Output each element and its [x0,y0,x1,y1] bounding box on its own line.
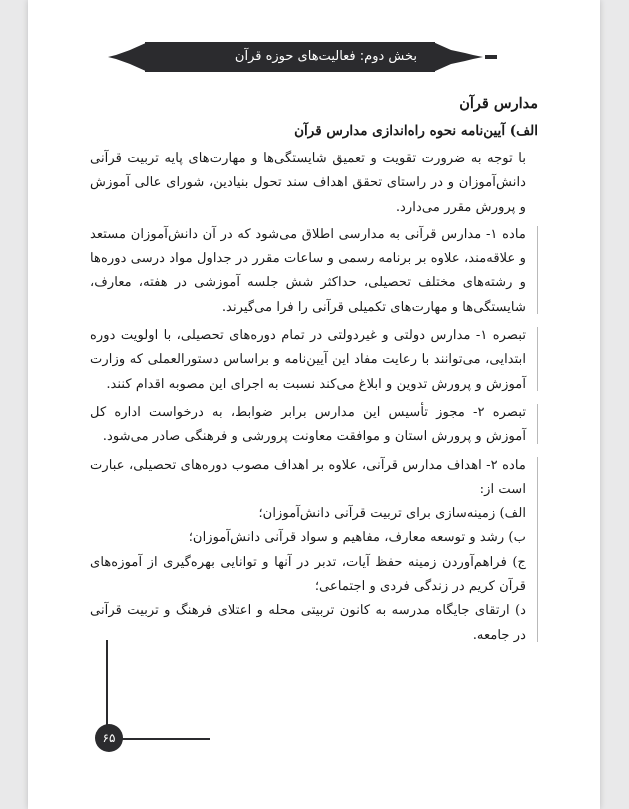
article-text: ماده ۲- اهداف مدارس قرآنی، علاوه بر اهداف مصوب دوره‌های تحصیلی، عبارت است از: [90,457,526,497]
header-ornament-left [108,42,148,72]
intro-paragraph: با توجه به ضرورت تقویت و تعمیق شایستگی‌ها و مهارت‌های پایه تربیت قرآنی دانش‌آموزان و در راستای تحقق اهداف سند تحول بنیادین، شورای عالی آموزش و پرورش مقرر می‌دارد. [90,151,526,215]
article-1 [90,223,538,320]
header-ornament-right [433,42,497,72]
article-text: تبصره ۱- مدارس دولتی و غیردولتی در تمام دوره‌های تحصیلی، با اولویت دوره ابتدایی، می‌توانند با رعایت مفاد این آیین‌نامه و براساس دستورالعملی که وزارت آموزش و پرورش تدوین و ابلاغ می‌کند نسبت به اجرای این مصوبه اقدام کنند. [90,328,526,392]
chapter-header [145,42,435,72]
article-2 [90,454,538,648]
page-number: ۶۵ [95,724,123,752]
footer-rule-vertical [106,640,108,735]
chapter-header-title: بخش دوم: فعالیت‌های حوزه قرآن [234,49,417,64]
goal-item: د) ارتقای جایگاه مدرسه به کانون تربیتی محله و اعتلای فرهنگ و تربیت قرآنی در جامعه. [90,603,526,643]
goal-item: ج) فراهم‌آوردن زمینه حفظ آیات، تدبر در آنها و توانایی بهره‌گیری از آموزه‌های قرآن کریم در زندگی فردی و اجتماعی؛ [90,554,526,595]
footer-rule-horizontal [110,738,210,740]
goal-item: الف) زمینه‌سازی برای تربیت قرآنی دانش‌آموزان؛ [258,506,526,522]
note-1 [90,324,538,397]
note-2 [90,401,538,450]
article-text: ماده ۱- مدارس قرآنی به مدارسی اطلاق می‌شود که در آن دانش‌آموزان مستعد و علاقه‌مند، علاوه بر برنامه رسمی و ساعات مقرر در جداول مواد درسی دوره‌ها و رشته‌های مختلف تحصیلی، حداکثر شش جلسه آموزشی در هفته، معارف، شایستگی‌ها و مهارت‌های تکمیلی قرآنی را فرا می‌گیرند. [90,226,526,315]
section-title: مدارس قرآن [459,95,538,112]
goal-item: ب) رشد و توسعه معارف، مفاهیم و سواد قرآنی دانش‌آموزان؛ [188,530,526,546]
article-text: تبصره ۲- مجوز تأسیس این مدارس برابر ضوابط، به درخواست اداره کل آموزش و پرورش استان و موافقت معاونت پرورشی و فرهنگی صادر می‌شود. [90,404,526,445]
document-body [90,92,538,652]
section-subtitle: الف) آیین‌نامه نحوه راه‌اندازی مدارس قرآن [294,123,538,139]
